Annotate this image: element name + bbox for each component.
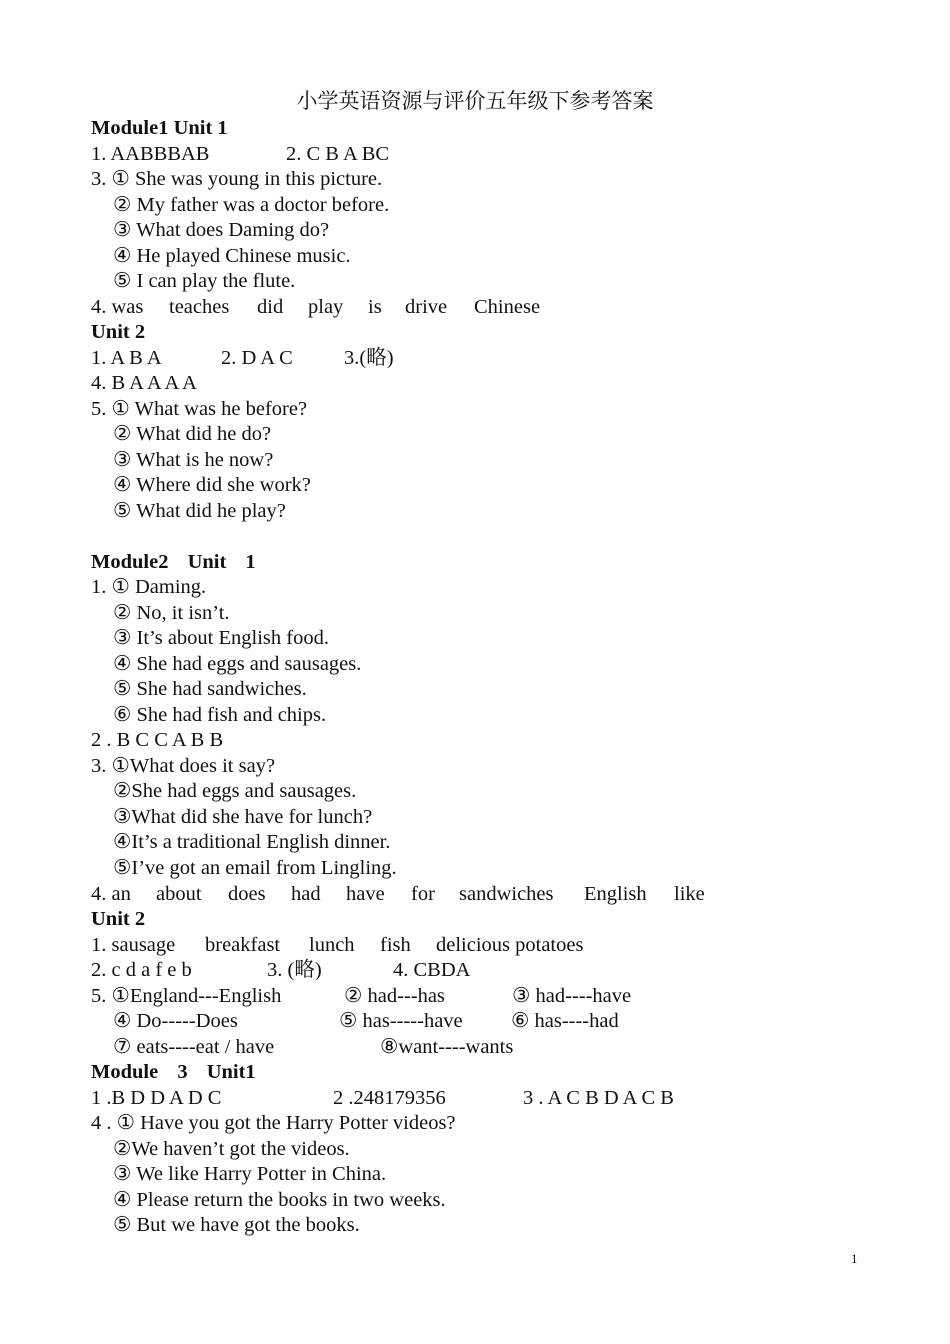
answer-pair: ⑤ has-----have (339, 1010, 463, 1032)
module1-unit1-heading: Module1 Unit 1 (91, 117, 228, 139)
answer-line: ②She had eggs and sausages. (113, 780, 357, 802)
answer-line: ③What did she have for lunch? (113, 806, 373, 828)
answer-line (91, 346, 491, 371)
answer-line: 4 . ① Have you got the Harry Potter videos? (91, 1112, 456, 1134)
answer-1: 1 .B D D A D C (91, 1087, 222, 1109)
answer-line: ④ Where did she work? (113, 474, 311, 496)
module2-unit1-heading: Module2 Unit 1 (91, 551, 256, 573)
answer-line: ⑤ She had sandwiches. (113, 678, 307, 700)
word: is (368, 296, 382, 318)
word: play (308, 296, 344, 318)
word: 4. an (91, 883, 131, 905)
word: 1. sausage (91, 934, 176, 956)
answer-pair: 5. ①England---English (91, 985, 282, 1007)
answer-4: 4. CBDA (393, 959, 471, 981)
answer-line: ③ It’s about English food. (113, 627, 329, 649)
answer-pair: ③ had----have (512, 985, 632, 1007)
word: like (674, 883, 705, 905)
answer-pair: ⑧want----wants (380, 1036, 514, 1058)
module1-unit2-heading: Unit 2 (91, 321, 146, 343)
page-title: 小学英语资源与评价五年级下参考答案 (296, 89, 654, 113)
answer-line: ④ Please return the books in two weeks. (113, 1189, 446, 1211)
word: have (346, 883, 385, 905)
word: breakfast (205, 934, 281, 956)
answer-line: ⑤ I can play the flute. (113, 270, 296, 292)
answer-line: ⑤ But we have got the books. (113, 1214, 360, 1236)
answer-line: ③ What does Daming do? (113, 219, 330, 241)
answer-line: ⑤I’ve got an email from Lingling. (113, 857, 397, 879)
answer-line (91, 933, 691, 958)
answer-2: 2 .248179356 (333, 1087, 446, 1109)
word: lunch (309, 934, 355, 956)
answer-2: 2. D A C (221, 347, 293, 369)
answer-line: ② What did he do? (113, 423, 272, 445)
word: for (411, 883, 435, 905)
answer-3: 3.(略) (344, 347, 394, 369)
answer-line: ② No, it isn’t. (113, 602, 230, 624)
word: sandwiches (459, 883, 554, 905)
word: about (156, 883, 202, 905)
answer-line: 5. ① What was he before? (91, 398, 308, 420)
answer-line: ⑤ What did he play? (113, 500, 286, 522)
answer-line (91, 142, 491, 167)
answer-line (91, 882, 791, 907)
word: fish (380, 934, 411, 956)
answer-pair: ⑦ eats----eat / have (113, 1036, 275, 1058)
answer-line (91, 295, 691, 320)
answer-2: 2. c d a f e b (91, 959, 192, 981)
answer-3: 3. (略) (267, 959, 322, 981)
answer-line: ④It’s a traditional English dinner. (113, 831, 391, 853)
answer-1: 1. AABBBAB (91, 143, 210, 165)
answer-line (91, 1009, 691, 1034)
answer-1: 1. A B A (91, 347, 162, 369)
word: teaches (169, 296, 230, 318)
word: Chinese (474, 296, 541, 318)
answer-line: ②We haven’t got the videos. (113, 1138, 350, 1160)
word: delicious potatoes (436, 934, 584, 956)
answer-line: 3. ① She was young in this picture. (91, 168, 383, 190)
word: had (291, 883, 321, 905)
word: English (584, 883, 647, 905)
answer-line: 1. ① Daming. (91, 576, 207, 598)
answer-line: ④ He played Chinese music. (113, 245, 351, 267)
answer-line: 3. ①What does it say? (91, 755, 276, 777)
answer-line: ④ She had eggs and sausages. (113, 653, 362, 675)
answer-line: ③ We like Harry Potter in China. (113, 1163, 387, 1185)
answer-line: ② My father was a doctor before. (113, 194, 390, 216)
answer-line: 4. B A A A A (91, 372, 197, 394)
answer-pair: ⑥ has----had (511, 1010, 619, 1032)
word: did (257, 296, 284, 318)
answer-line (91, 1086, 711, 1111)
answer-line: ③ What is he now? (113, 449, 274, 471)
answer-line: ⑥ She had fish and chips. (113, 704, 327, 726)
answer-line: 2 . B C C A B B (91, 729, 224, 751)
answer-line (91, 1035, 691, 1060)
word: 4. was (91, 296, 144, 318)
answer-3: 3 . A C B D A C B (523, 1087, 674, 1109)
word: does (228, 883, 266, 905)
module3-unit1-heading: Module 3 Unit1 (91, 1061, 256, 1083)
answer-pair: ④ Do-----Does (113, 1010, 238, 1032)
answer-line (91, 984, 691, 1009)
answer-line (91, 958, 591, 983)
module2-unit2-heading: Unit 2 (91, 908, 146, 930)
answer-pair: ② had---has (344, 985, 445, 1007)
page-number: 1 (851, 1251, 858, 1266)
answer-2: 2. C B A BC (286, 143, 390, 165)
word: drive (405, 296, 448, 318)
